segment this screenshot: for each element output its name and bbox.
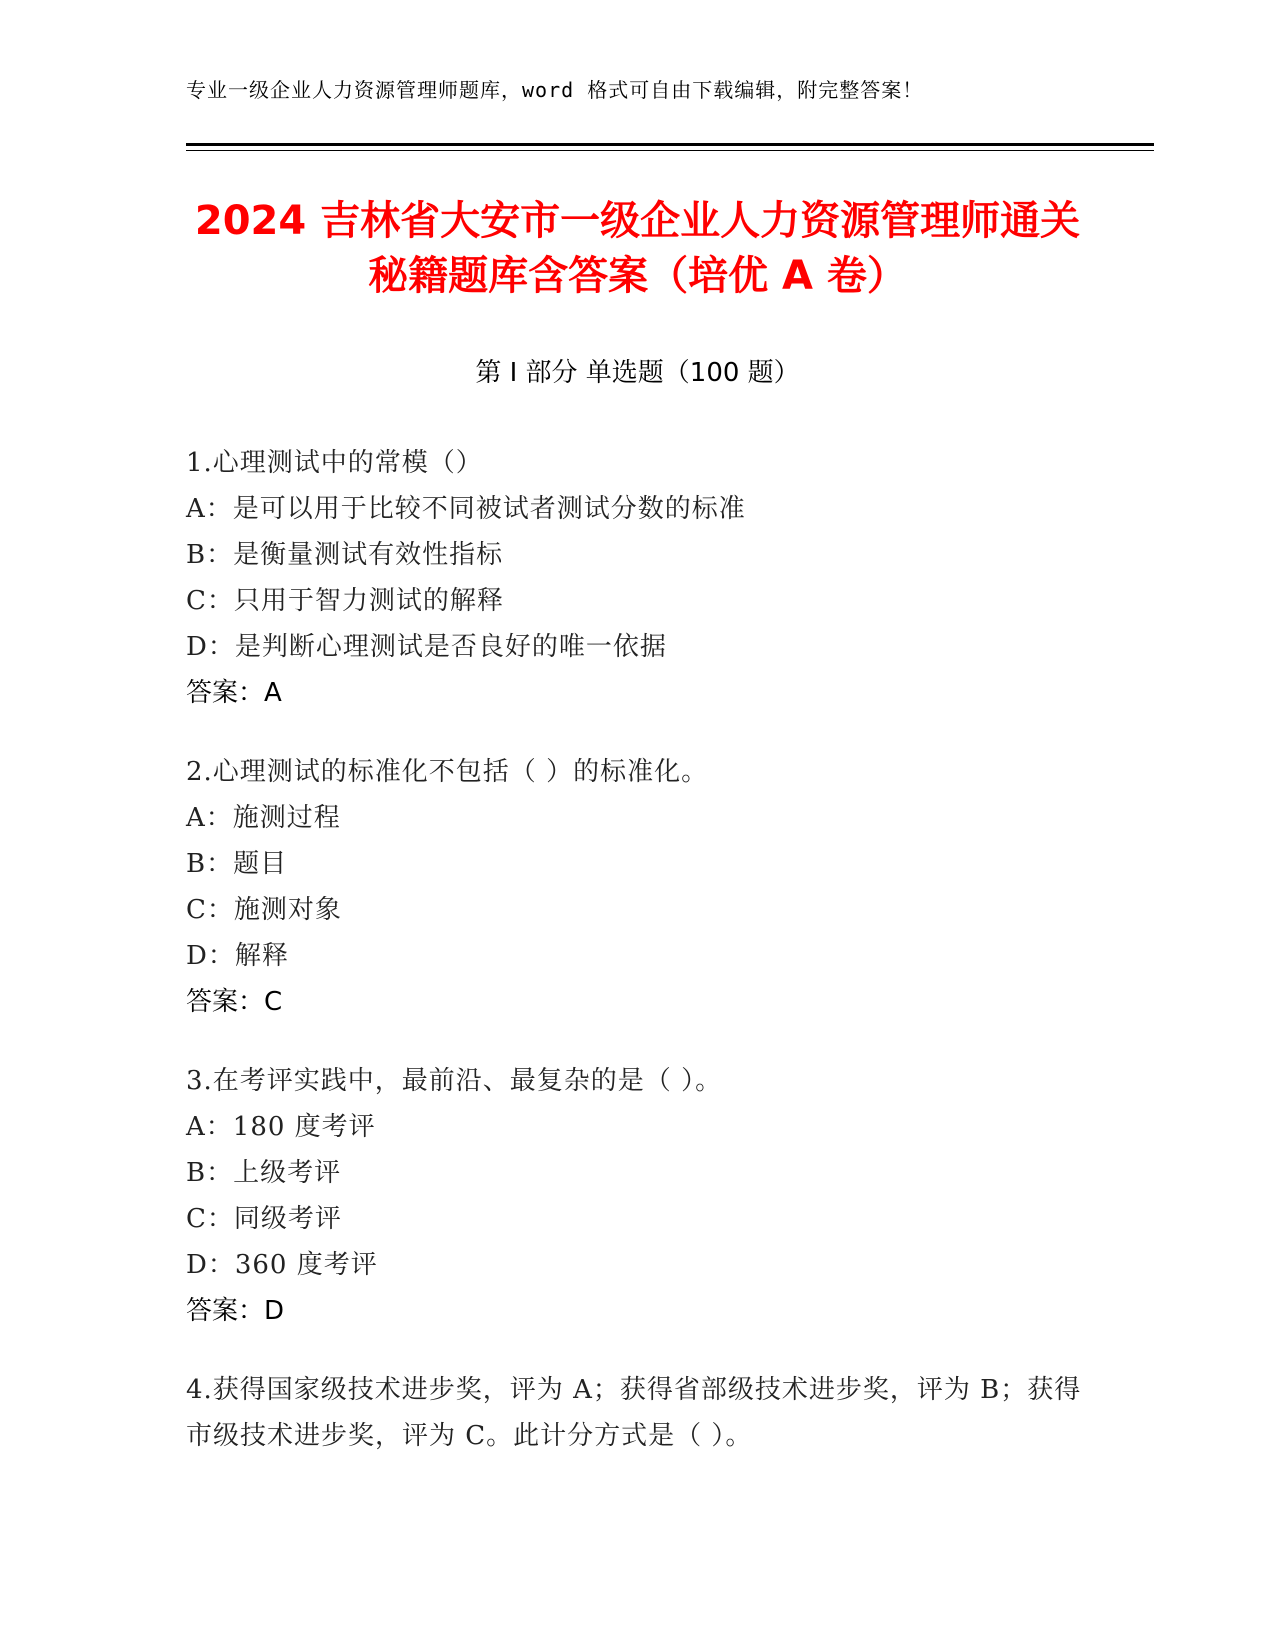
option-a: A：180 度考评 (186, 1112, 376, 1142)
header-rule-thin (186, 150, 1154, 151)
header-rule-thick (186, 143, 1154, 146)
option-d: D：360 度考评 (186, 1250, 378, 1280)
option-b: B：题目 (186, 849, 288, 879)
option-c: C：同级考评 (186, 1204, 342, 1234)
option-d: D：解释 (186, 941, 289, 971)
question-stem: 2.心理测试的标准化不包括（ ）的标准化。 (186, 757, 709, 787)
question-4 (186, 1367, 1086, 1459)
option-a: A：是可以用于比较不同被试者测试分数的标准 (186, 494, 746, 524)
question-3 (186, 1058, 1086, 1334)
question-stem: 3.在考评实践中，最前沿、最复杂的是（ ）。 (186, 1066, 723, 1096)
option-b: B：上级考评 (186, 1158, 342, 1188)
option-c: C：只用于智力测试的解释 (186, 586, 504, 616)
answer-line: 答案：C (186, 987, 283, 1017)
option-a: A：施测过程 (186, 803, 341, 833)
option-d: D：是判断心理测试是否良好的唯一依据 (186, 632, 667, 662)
answer-line: 答案：A (186, 678, 282, 708)
option-c: C：施测对象 (186, 895, 342, 925)
question-stem: 4.获得国家级技术进步奖，评为 A；获得省部级技术进步奖，评为 B；获得市级技术进步奖，评为 C。此计分方式是（ ）。 (186, 1375, 1082, 1451)
section-title: 第 I 部分 单选题（100 题） (475, 358, 800, 388)
option-b: B：是衡量测试有效性指标 (186, 540, 504, 570)
header-note: 专业一级企业人力资源管理师题库，word 格式可自由下载编辑，附完整答案！ (186, 78, 924, 102)
answer-line: 答案：D (186, 1296, 285, 1326)
question-list (186, 440, 1086, 1492)
document-title: 2024 吉林省大安市一级企业人力资源管理师通关秘籍题库含答案（培优 A 卷） (194, 198, 1081, 299)
question-2 (186, 749, 1086, 1025)
question-1 (186, 440, 1086, 716)
question-stem: 1.心理测试中的常模（） (186, 448, 483, 478)
